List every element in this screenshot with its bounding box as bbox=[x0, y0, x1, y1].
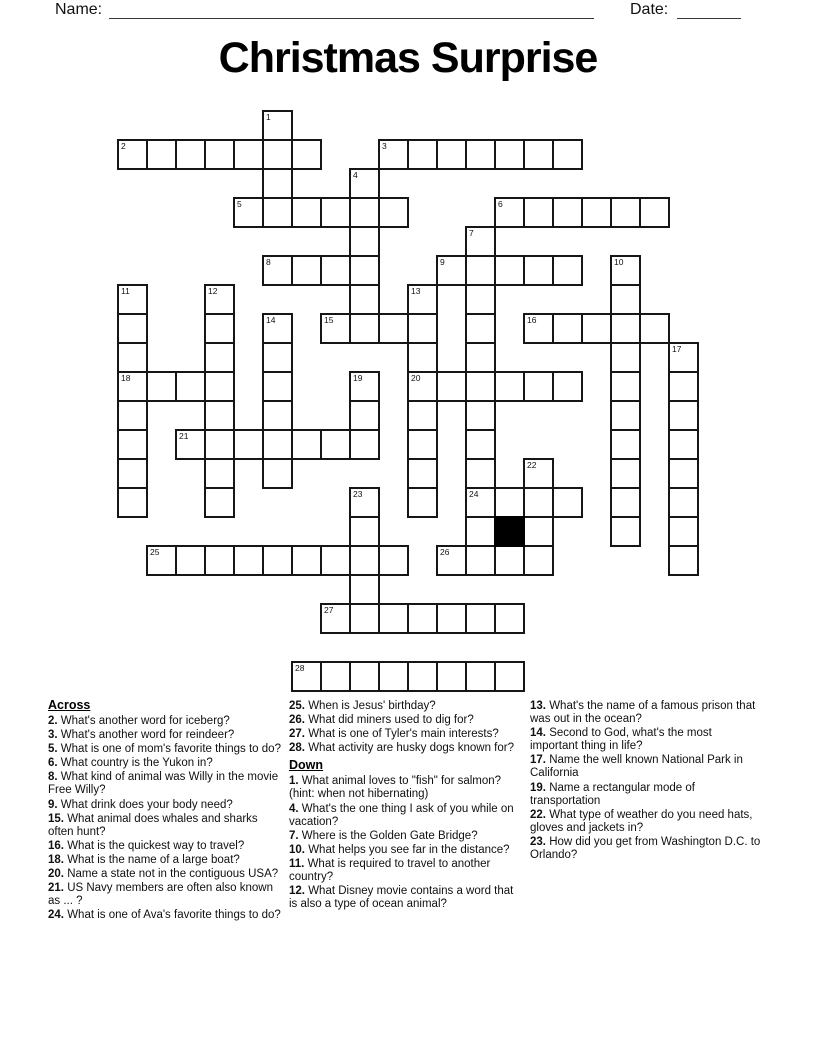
clue-22: 22. What type of weather do you need hats, gloves and jackets in? bbox=[530, 808, 753, 834]
grid-cell-r1c0[interactable] bbox=[117, 139, 148, 170]
grid-cell-r2c8[interactable] bbox=[349, 168, 380, 199]
clue-26: 26. What did miners used to dig for? bbox=[289, 714, 474, 727]
cell-number: 28 bbox=[295, 663, 305, 673]
grid-cell-r9c5[interactable] bbox=[262, 371, 293, 402]
grid-cell-r17c7[interactable] bbox=[320, 603, 351, 634]
grid-cell-r5c13[interactable] bbox=[494, 255, 525, 286]
grid-cell-r7c8[interactable] bbox=[349, 313, 380, 344]
grid-cell-r11c4[interactable] bbox=[233, 429, 264, 460]
date-fill-line[interactable] bbox=[677, 3, 741, 19]
grid-cell-r17c13[interactable] bbox=[494, 603, 525, 634]
cell-number: 18 bbox=[121, 373, 131, 383]
grid-cell-r7c9[interactable] bbox=[378, 313, 409, 344]
grid-cell-r11c17[interactable] bbox=[610, 429, 641, 460]
grid-cell-r1c6[interactable] bbox=[291, 139, 322, 170]
clue-6: 6. What country is the Yukon in? bbox=[48, 757, 213, 770]
grid-cell-r10c10[interactable] bbox=[407, 400, 438, 431]
grid-cell-r9c3[interactable] bbox=[204, 371, 235, 402]
clue-16: 16. What is the quickest way to travel? bbox=[48, 839, 245, 852]
grid-cell-r6c3[interactable] bbox=[204, 284, 235, 315]
grid-cell-r3c5[interactable] bbox=[262, 197, 293, 228]
grid-cell-r1c10[interactable] bbox=[407, 139, 438, 170]
cell-number: 5 bbox=[237, 199, 242, 209]
grid-cell-r1c11[interactable] bbox=[436, 139, 467, 170]
crossword-grid bbox=[117, 110, 703, 696]
grid-cell-r1c3[interactable] bbox=[204, 139, 235, 170]
grid-cell-r13c19[interactable] bbox=[668, 487, 699, 518]
cell-number: 1 bbox=[266, 112, 271, 122]
across-header: Across bbox=[48, 698, 91, 712]
grid-cell-r12c10[interactable] bbox=[407, 458, 438, 489]
grid-cell-r3c17[interactable] bbox=[610, 197, 641, 228]
grid-cell-r3c9[interactable] bbox=[378, 197, 409, 228]
grid-cell-r3c4[interactable] bbox=[233, 197, 264, 228]
cell-number: 11 bbox=[121, 286, 130, 296]
grid-cell-r13c15[interactable] bbox=[552, 487, 583, 518]
clue-3: 3. What's another word for reindeer? bbox=[48, 729, 235, 742]
grid-cell-r15c13[interactable] bbox=[494, 545, 525, 576]
grid-cell-r1c15[interactable] bbox=[552, 139, 583, 170]
clues-column-2 bbox=[289, 698, 524, 912]
cell-number: 2 bbox=[121, 141, 126, 151]
grid-cell-r1c5[interactable] bbox=[262, 139, 293, 170]
across-clues-part1 bbox=[48, 715, 286, 922]
grid-cell-r12c3[interactable] bbox=[204, 458, 235, 489]
grid-cell-r9c8[interactable] bbox=[349, 371, 380, 402]
grid-cell-r17c8[interactable] bbox=[349, 603, 380, 634]
grid-cell-r17c12[interactable] bbox=[465, 603, 496, 634]
clue-17: 17. Name the well known National Park in California bbox=[530, 754, 743, 780]
grid-cell-r8c0[interactable] bbox=[117, 342, 148, 373]
grid-cell-r19c13[interactable] bbox=[494, 661, 525, 692]
grid-cell-r19c6[interactable] bbox=[291, 661, 322, 692]
cell-number: 3 bbox=[382, 141, 387, 151]
grid-cell-r14c14[interactable] bbox=[523, 516, 554, 547]
cell-number: 22 bbox=[527, 460, 537, 470]
grid-cell-r13c10[interactable] bbox=[407, 487, 438, 518]
grid-cell-r12c17[interactable] bbox=[610, 458, 641, 489]
cell-number: 15 bbox=[324, 315, 334, 325]
grid-cell-r19c11[interactable] bbox=[436, 661, 467, 692]
cell-number: 16 bbox=[527, 315, 537, 325]
grid-cell-r5c7[interactable] bbox=[320, 255, 351, 286]
grid-cell-r3c13[interactable] bbox=[494, 197, 525, 228]
cell-number: 23 bbox=[353, 489, 363, 499]
grid-cell-r3c14[interactable] bbox=[523, 197, 554, 228]
clue-21: 21. US Navy members are often also known as ... ? bbox=[48, 882, 273, 908]
grid-cell-r13c17[interactable] bbox=[610, 487, 641, 518]
grid-cell-r3c6[interactable] bbox=[291, 197, 322, 228]
grid-cell-r11c0[interactable] bbox=[117, 429, 148, 460]
grid-cell-r6c0[interactable] bbox=[117, 284, 148, 315]
grid-cell-r7c10[interactable] bbox=[407, 313, 438, 344]
grid-cell-r10c5[interactable] bbox=[262, 400, 293, 431]
grid-cell-r3c18[interactable] bbox=[639, 197, 670, 228]
grid-cell-r1c9[interactable] bbox=[378, 139, 409, 170]
grid-cell-r14c8[interactable] bbox=[349, 516, 380, 547]
grid-cell-r6c10[interactable] bbox=[407, 284, 438, 315]
page-title: Christmas Surprise bbox=[218, 34, 598, 82]
clue-10: 10. What helps you see far in the distance? bbox=[289, 843, 510, 856]
grid-cell-r10c12[interactable] bbox=[465, 400, 496, 431]
down-header: Down bbox=[289, 758, 324, 773]
grid-cell-r15c12[interactable] bbox=[465, 545, 496, 576]
grid-cell-r11c19[interactable] bbox=[668, 429, 699, 460]
cell-number: 19 bbox=[353, 373, 363, 383]
grid-cell-r16c8[interactable] bbox=[349, 574, 380, 605]
grid-cell-r11c2[interactable] bbox=[175, 429, 206, 460]
grid-cell-r9c0[interactable] bbox=[117, 371, 148, 402]
grid-cell-r9c1[interactable] bbox=[146, 371, 177, 402]
grid-cell-r1c4[interactable] bbox=[233, 139, 264, 170]
grid-cell-r10c8[interactable] bbox=[349, 400, 380, 431]
grid-cell-r14c17[interactable] bbox=[610, 516, 641, 547]
grid-cell-r11c7[interactable] bbox=[320, 429, 351, 460]
grid-cell-r10c17[interactable] bbox=[610, 400, 641, 431]
grid-cell-r5c11[interactable] bbox=[436, 255, 467, 286]
grid-cell-r8c17[interactable] bbox=[610, 342, 641, 373]
grid-cell-r5c14[interactable] bbox=[523, 255, 554, 286]
grid-cell-r5c15[interactable] bbox=[552, 255, 583, 286]
clue-20: 20. Name a state not in the contiguous USA? bbox=[48, 868, 279, 881]
grid-cell-r19c12[interactable] bbox=[465, 661, 496, 692]
cell-number: 9 bbox=[440, 257, 445, 267]
grid-cell-r15c1[interactable] bbox=[146, 545, 177, 576]
grid-cell-r19c8[interactable] bbox=[349, 661, 380, 692]
name-label: Name: bbox=[55, 1, 103, 18]
grid-cell-r1c13[interactable] bbox=[494, 139, 525, 170]
grid-cell-r12c5[interactable] bbox=[262, 458, 293, 489]
grid-cell-r8c3[interactable] bbox=[204, 342, 235, 373]
grid-cell-r15c3[interactable] bbox=[204, 545, 235, 576]
cell-number: 24 bbox=[469, 489, 479, 499]
grid-cell-r15c5[interactable] bbox=[262, 545, 293, 576]
grid-cell-r8c10[interactable] bbox=[407, 342, 438, 373]
grid-cell-r15c8[interactable] bbox=[349, 545, 380, 576]
grid-cell-r0c5[interactable] bbox=[262, 110, 293, 141]
grid-cell-r11c10[interactable] bbox=[407, 429, 438, 460]
cell-number: 6 bbox=[498, 199, 503, 209]
grid-cell-r7c0[interactable] bbox=[117, 313, 148, 344]
grid-cell-r15c14[interactable] bbox=[523, 545, 554, 576]
grid-cell-r9c13[interactable] bbox=[494, 371, 525, 402]
grid-cell-r3c15[interactable] bbox=[552, 197, 583, 228]
grid-cell-r7c7[interactable] bbox=[320, 313, 351, 344]
grid-cell-r10c0[interactable] bbox=[117, 400, 148, 431]
grid-cell-r11c12[interactable] bbox=[465, 429, 496, 460]
grid-cell-r15c2[interactable] bbox=[175, 545, 206, 576]
cell-number: 10 bbox=[614, 257, 624, 267]
clue-9: 9. What drink does your body need? bbox=[48, 798, 233, 811]
clue-23: 23. How did you get from Washington D.C. to Orlando? bbox=[530, 835, 761, 862]
grid-cell-r7c15[interactable] bbox=[552, 313, 583, 344]
grid-cell-r7c16[interactable] bbox=[581, 313, 612, 344]
grid-cell-r9c15[interactable] bbox=[552, 371, 583, 402]
grid-cell-r9c11[interactable] bbox=[436, 371, 467, 402]
grid-cell-r13c3[interactable] bbox=[204, 487, 235, 518]
grid-cell-r13c0[interactable] bbox=[117, 487, 148, 518]
grid-cell-r19c10[interactable] bbox=[407, 661, 438, 692]
grid-cell-r15c4[interactable] bbox=[233, 545, 264, 576]
grid-cell-r15c11[interactable] bbox=[436, 545, 467, 576]
grid-cell-r9c12[interactable] bbox=[465, 371, 496, 402]
clues-column-3 bbox=[530, 698, 762, 863]
grid-cell-r17c9[interactable] bbox=[378, 603, 409, 634]
date-label: Date: bbox=[630, 1, 669, 18]
grid-cell-r11c6[interactable] bbox=[291, 429, 322, 460]
grid-cell-r5c6[interactable] bbox=[291, 255, 322, 286]
grid-cell-r3c7[interactable] bbox=[320, 197, 351, 228]
grid-cell-r6c12[interactable] bbox=[465, 284, 496, 315]
grid-cell-r7c18[interactable] bbox=[639, 313, 670, 344]
grid-cell-r4c12[interactable] bbox=[465, 226, 496, 257]
down-clues-part1 bbox=[289, 775, 524, 911]
grid-cell-r13c14[interactable] bbox=[523, 487, 554, 518]
cell-number: 7 bbox=[469, 228, 474, 238]
grid-cell-r6c17[interactable] bbox=[610, 284, 641, 315]
grid-cell-r4c8[interactable] bbox=[349, 226, 380, 257]
grid-cell-r15c6[interactable] bbox=[291, 545, 322, 576]
clue-18: 18. What is the name of a large boat? bbox=[48, 853, 240, 866]
cell-number: 26 bbox=[440, 547, 450, 557]
clue-27: 27. What is one of Tyler's main interests? bbox=[289, 728, 499, 741]
cell-number: 27 bbox=[324, 605, 334, 615]
clue-8: 8. What kind of animal was Willy in the movie Free Willy? bbox=[48, 771, 279, 797]
grid-cell-r14c12[interactable] bbox=[465, 516, 496, 547]
clue-4: 4. What's the one thing I ask of you while on vacation? bbox=[289, 802, 514, 828]
grid-cell-r14c19[interactable] bbox=[668, 516, 699, 547]
grid-cell-r11c8[interactable] bbox=[349, 429, 380, 460]
grid-cell-r1c2[interactable] bbox=[175, 139, 206, 170]
grid-cell-r7c3[interactable] bbox=[204, 313, 235, 344]
clue-24: 24. What is one of Ava's favorite things to do? bbox=[48, 909, 281, 922]
grid-cell-r1c12[interactable] bbox=[465, 139, 496, 170]
cell-number: 17 bbox=[672, 344, 682, 354]
clue-11: 11. What is required to travel to another country? bbox=[289, 857, 491, 884]
cell-number: 13 bbox=[411, 286, 421, 296]
grid-cell-r12c0[interactable] bbox=[117, 458, 148, 489]
grid-cell-r13c12[interactable] bbox=[465, 487, 496, 518]
grid-cell-r6c8[interactable] bbox=[349, 284, 380, 315]
clue-7: 7. Where is the Golden Gate Bridge? bbox=[289, 829, 478, 842]
clues-column-1 bbox=[48, 698, 286, 923]
grid-cell-r9c2[interactable] bbox=[175, 371, 206, 402]
grid-cell-r17c10[interactable] bbox=[407, 603, 438, 634]
clue-25: 25. When is Jesus' birthday? bbox=[289, 700, 436, 712]
grid-cell-r10c3[interactable] bbox=[204, 400, 235, 431]
grid-cell-r1c14[interactable] bbox=[523, 139, 554, 170]
grid-cell-r5c12[interactable] bbox=[465, 255, 496, 286]
clue-14: 14. Second to God, what's the most important thing in life? bbox=[530, 727, 712, 753]
grid-cell-r5c5[interactable] bbox=[262, 255, 293, 286]
grid-cell-r8c5[interactable] bbox=[262, 342, 293, 373]
grid-cell-r9c14[interactable] bbox=[523, 371, 554, 402]
clue-1: 1. What animal loves to "fish" for salmon? (hint: when not hibernating) bbox=[289, 775, 502, 801]
grid-cell-r10c19[interactable] bbox=[668, 400, 699, 431]
grid-cell-r5c17[interactable] bbox=[610, 255, 641, 286]
cell-number: 21 bbox=[179, 431, 189, 441]
cell-number: 4 bbox=[353, 170, 358, 180]
grid-cell-r2c5[interactable] bbox=[262, 168, 293, 199]
grid-cell-r12c19[interactable] bbox=[668, 458, 699, 489]
cell-number: 14 bbox=[266, 315, 276, 325]
cell-number: 12 bbox=[208, 286, 218, 296]
grid-cell-r13c13[interactable] bbox=[494, 487, 525, 518]
grid-cell-r1c1[interactable] bbox=[146, 139, 177, 170]
grid-cell-r9c19[interactable] bbox=[668, 371, 699, 402]
cell-number: 20 bbox=[411, 373, 421, 383]
name-fill-line[interactable] bbox=[109, 3, 594, 19]
clue-15: 15. What animal does whales and sharks often hunt? bbox=[48, 812, 258, 838]
grid-cell-r15c9[interactable] bbox=[378, 545, 409, 576]
grid-cell-r8c19[interactable] bbox=[668, 342, 699, 373]
clue-5: 5. What is one of mom's favorite things to do? bbox=[48, 743, 281, 756]
cell-number: 8 bbox=[266, 257, 271, 267]
grid-cell-r9c10[interactable] bbox=[407, 371, 438, 402]
grid-cell-r13c8[interactable] bbox=[349, 487, 380, 518]
grid-cell-r7c17[interactable] bbox=[610, 313, 641, 344]
grid-cell-r7c14[interactable] bbox=[523, 313, 554, 344]
grid-cell-r3c16[interactable] bbox=[581, 197, 612, 228]
down-clues-part2 bbox=[530, 700, 762, 862]
clue-28: 28. What activity are husky dogs known for? bbox=[289, 742, 515, 755]
grid-cell-r15c19[interactable] bbox=[668, 545, 699, 576]
grid-cell-r8c12[interactable] bbox=[465, 342, 496, 373]
clue-2: 2. What's another word for iceberg? bbox=[48, 715, 230, 727]
grid-cell-r19c9[interactable] bbox=[378, 661, 409, 692]
grid-cell-r12c12[interactable] bbox=[465, 458, 496, 489]
grid-cell-r11c5[interactable] bbox=[262, 429, 293, 460]
clue-12: 12. What Disney movie contains a word that is also a type of ocean animal? bbox=[289, 885, 514, 911]
across-clues-part2 bbox=[289, 700, 524, 755]
grid-cell-r7c5[interactable] bbox=[262, 313, 293, 344]
grid-cell-r7c12[interactable] bbox=[465, 313, 496, 344]
grid-cell-r19c7[interactable] bbox=[320, 661, 351, 692]
grid-cell-r5c8[interactable] bbox=[349, 255, 380, 286]
grid-cell-r17c11[interactable] bbox=[436, 603, 467, 634]
grid-cell-r15c7[interactable] bbox=[320, 545, 351, 576]
grid-cell-r12c14[interactable] bbox=[523, 458, 554, 489]
clue-13: 13. What's the name of a famous prison that was out in the ocean? bbox=[530, 700, 756, 726]
grid-cell-r9c17[interactable] bbox=[610, 371, 641, 402]
clue-19: 19. Name a rectangular mode of transportation bbox=[530, 781, 695, 807]
grid-cell-r3c8[interactable] bbox=[349, 197, 380, 228]
cell-number: 25 bbox=[150, 547, 160, 557]
grid-black-cell bbox=[494, 516, 525, 547]
grid-cell-r11c3[interactable] bbox=[204, 429, 235, 460]
